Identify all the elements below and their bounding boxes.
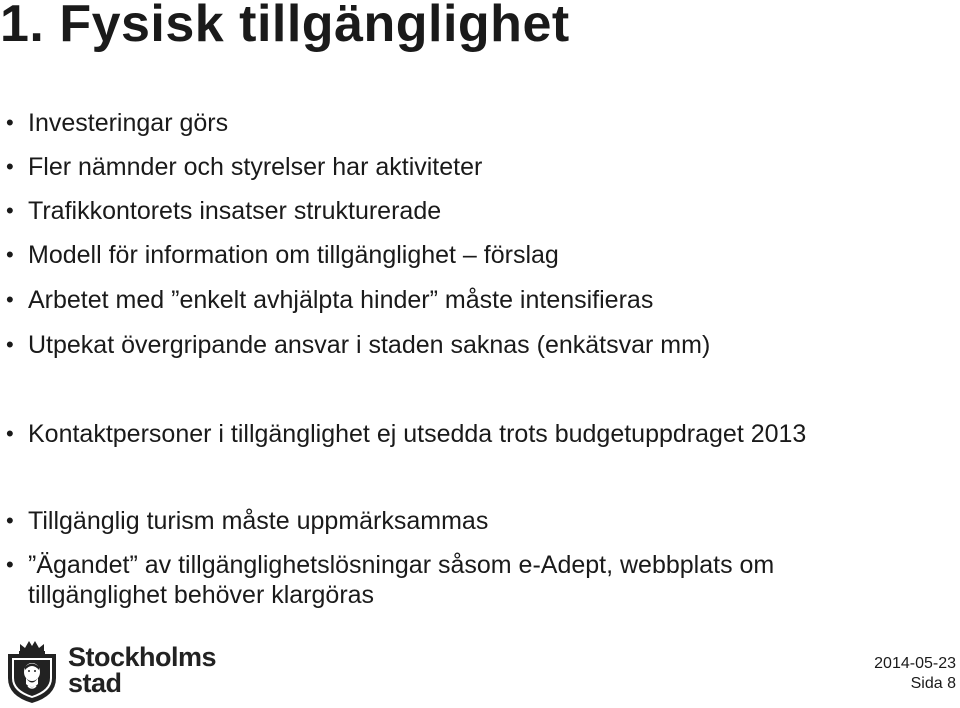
footer-meta [874, 654, 956, 694]
bullet-item [6, 506, 488, 536]
slide-title: 1. Fysisk tillgänglighet [0, 0, 570, 53]
bullet-text: Trafikkontorets insatser strukturerade [28, 197, 442, 225]
logo-wordmark [68, 644, 216, 696]
bullet-item [6, 285, 653, 315]
bullet-item [6, 152, 482, 182]
bullet-text: Investeringar görs [28, 109, 229, 137]
bullet-dot: • [6, 287, 14, 312]
bullet-item [6, 108, 228, 138]
bullet-item [6, 240, 559, 270]
logo-line-stad: stad [68, 668, 122, 698]
bullet-text: Tillgänglig turism måste uppmärksammas [28, 507, 489, 535]
bullet-item [6, 330, 710, 360]
bullet-dot: • [6, 421, 14, 446]
bullet-text: Fler nämnder och styrelser har aktiviteter [28, 153, 483, 181]
bullet-text: Arbetet med ”enkelt avhjälpta hinder” måste intensifieras [28, 286, 654, 314]
bullet-text: ”Ägandet” av tillgänglighetslösningar såsom e-Adept, webbplats om tillgänglighet behöver klargöras [28, 551, 775, 609]
bullet-text: Kontaktpersoner i tillgänglighet ej utsedda trots budgetuppdraget 2013 [28, 420, 807, 448]
bullet-text: Modell för information om tillgänglighet – förslag [28, 241, 559, 269]
slide-date: 2014-05-23 [874, 655, 956, 672]
bullet-text: Utpekat övergripande ansvar i staden saknas (enkätsvar mm) [28, 331, 711, 359]
bullet-dot: • [6, 552, 14, 577]
bullet-item [6, 196, 441, 226]
bullet-dot: • [6, 508, 14, 533]
city-crest-icon [4, 640, 60, 704]
bullet-item [6, 550, 908, 610]
bullet-dot: • [6, 332, 14, 357]
bullet-dot: • [6, 154, 14, 179]
bullet-dot: • [6, 242, 14, 267]
bullet-item [6, 419, 806, 449]
stockholms-stad-logo [4, 636, 264, 706]
bullet-dot: • [6, 110, 14, 135]
page-number: Sida 8 [910, 675, 956, 692]
bullet-dot: • [6, 198, 14, 223]
logo-line-stockholms: Stockholms [68, 642, 217, 672]
